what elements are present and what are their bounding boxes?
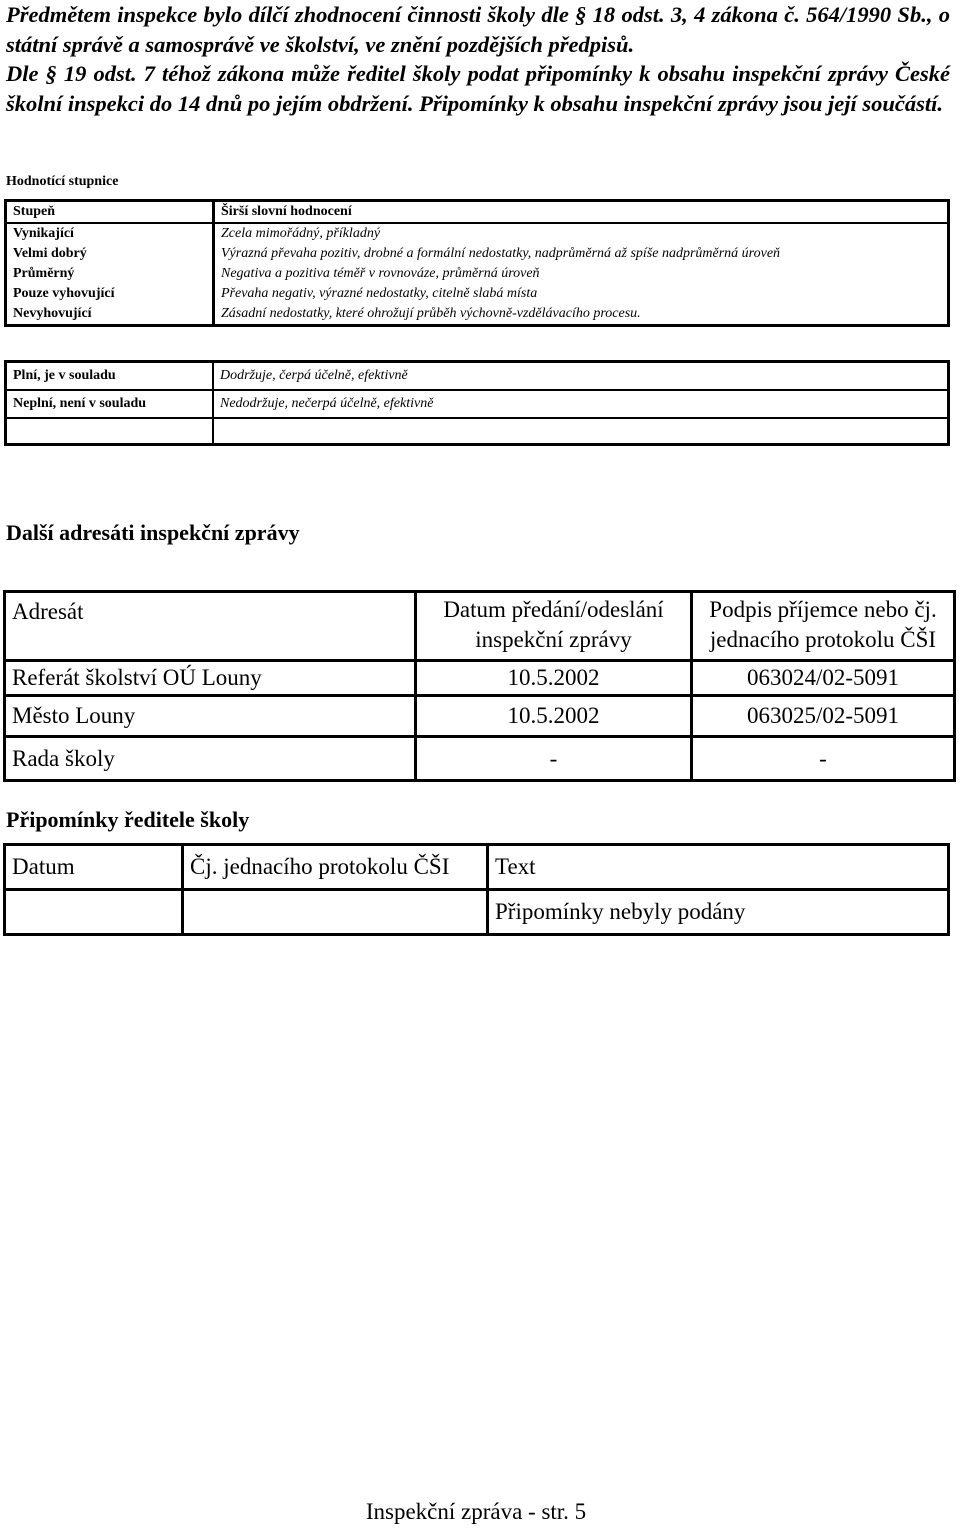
director-comments-table	[3, 843, 950, 936]
recipients-table	[3, 590, 956, 782]
rating-scale-table	[4, 199, 950, 327]
table-row	[5, 890, 949, 935]
column-header-date: Datum	[5, 845, 183, 890]
description-cell: Negativa a pozitiva téměř v rovnováze, průměrná úroveň	[221, 266, 540, 281]
grade-cell: Vynikající	[6, 223, 214, 244]
recipient-cell: Rada školy	[5, 737, 416, 781]
grade-cell: Velmi dobrý	[6, 244, 214, 264]
date-cell: 10.5.2002	[416, 661, 692, 696]
table-row	[6, 264, 949, 284]
table-row	[6, 244, 949, 264]
table-row-empty	[6, 418, 949, 445]
table-row	[5, 661, 955, 696]
compliance-description-cell: Dodržuje, čerpá účelně, efektivně	[213, 362, 949, 391]
description-cell: Zcela mimořádný, příkladný	[221, 226, 381, 241]
table-row	[6, 362, 949, 391]
grade-cell: Nevyhovující	[6, 304, 214, 326]
column-header-signature-line-1: Podpis příjemce nebo čj.	[709, 597, 937, 622]
intro-paragraph-1: Předmětem inspekce bylo dílčí zhodnocení činnosti školy dle § 18 odst. 3, 4 zákona č. 564/1990 Sb., o státní správě a samosprávě ve školství, ve znění pozdějších předpisů.	[6, 2, 950, 57]
column-header-date-line-1: Datum předání/odeslání	[443, 597, 664, 622]
table-header-row	[5, 592, 955, 661]
table-row	[6, 223, 949, 244]
date-cell	[5, 890, 183, 935]
column-header-signature	[692, 592, 955, 661]
recipient-cell: Město Louny	[5, 696, 416, 737]
column-header-date	[416, 592, 692, 661]
column-header-signature-line-2: jednacího protokolu ČŠI	[709, 627, 937, 652]
recipients-heading: Další adresáti inspekční zprávy	[6, 520, 300, 545]
table-row	[6, 284, 949, 304]
table-row	[5, 737, 955, 781]
intro-text	[6, 0, 950, 118]
compliance-table	[4, 360, 950, 446]
empty-cell	[6, 418, 214, 445]
table-header-row	[6, 201, 949, 224]
column-header-recipient: Adresát	[5, 592, 416, 661]
column-header-text: Text	[488, 845, 949, 890]
grade-cell: Pouze vyhovující	[6, 284, 214, 304]
text-cell: Připomínky nebyly podány	[488, 890, 949, 935]
date-cell: 10.5.2002	[416, 696, 692, 737]
table-header-row	[5, 845, 949, 890]
compliance-term-cell: Plní, je v souladu	[6, 362, 214, 391]
description-cell: Výrazná převaha pozitiv, drobné a formální nedostatky, nadprůměrná až spíše nadprůměrná úroveň	[221, 246, 781, 261]
description-cell: Zásadní nedostatky, které ohrožují průběh výchovně-vzdělávacího procesu.	[221, 306, 641, 321]
compliance-term-cell: Neplní, není v souladu	[6, 390, 214, 418]
table-row	[6, 390, 949, 418]
reference-cell: -	[692, 737, 955, 781]
compliance-description-cell: Nedodržuje, nečerpá účelně, efektivně	[213, 390, 949, 418]
date-cell: -	[416, 737, 692, 781]
column-header-description: Širší slovní hodnocení	[214, 201, 949, 224]
intro-paragraph-2: Dle § 19 odst. 7 téhož zákona může ředitel školy podat připomínky k obsahu inspekční zprávy České školní inspekci do 14 dnů po jejím obdržení. Připomínky k obsahu inspekční zprávy jsou její součástí.	[6, 61, 950, 116]
description-cell: Převaha negativ, výrazné nedostatky, citelně slabá místa	[221, 286, 538, 301]
column-header-grade: Stupeň	[6, 201, 214, 224]
recipient-cell: Referát školství OÚ Louny	[5, 661, 416, 696]
reference-cell: 063025/02-5091	[692, 696, 955, 737]
reference-cell	[183, 890, 488, 935]
empty-cell	[213, 418, 949, 445]
column-header-reference: Čj. jednacího protokolu ČŠI	[183, 845, 488, 890]
table-row	[5, 696, 955, 737]
reference-cell: 063024/02-5091	[692, 661, 955, 696]
column-header-date-line-2: inspekční zprávy	[475, 627, 632, 652]
page-footer: Inspekční zpráva - str. 5	[365, 1499, 587, 1524]
director-comments-heading: Připomínky ředitele školy	[6, 807, 250, 832]
grade-cell: Průměrný	[6, 264, 214, 284]
table-row	[6, 304, 949, 326]
rating-scale-title: Hodnotící stupnice	[6, 174, 119, 189]
